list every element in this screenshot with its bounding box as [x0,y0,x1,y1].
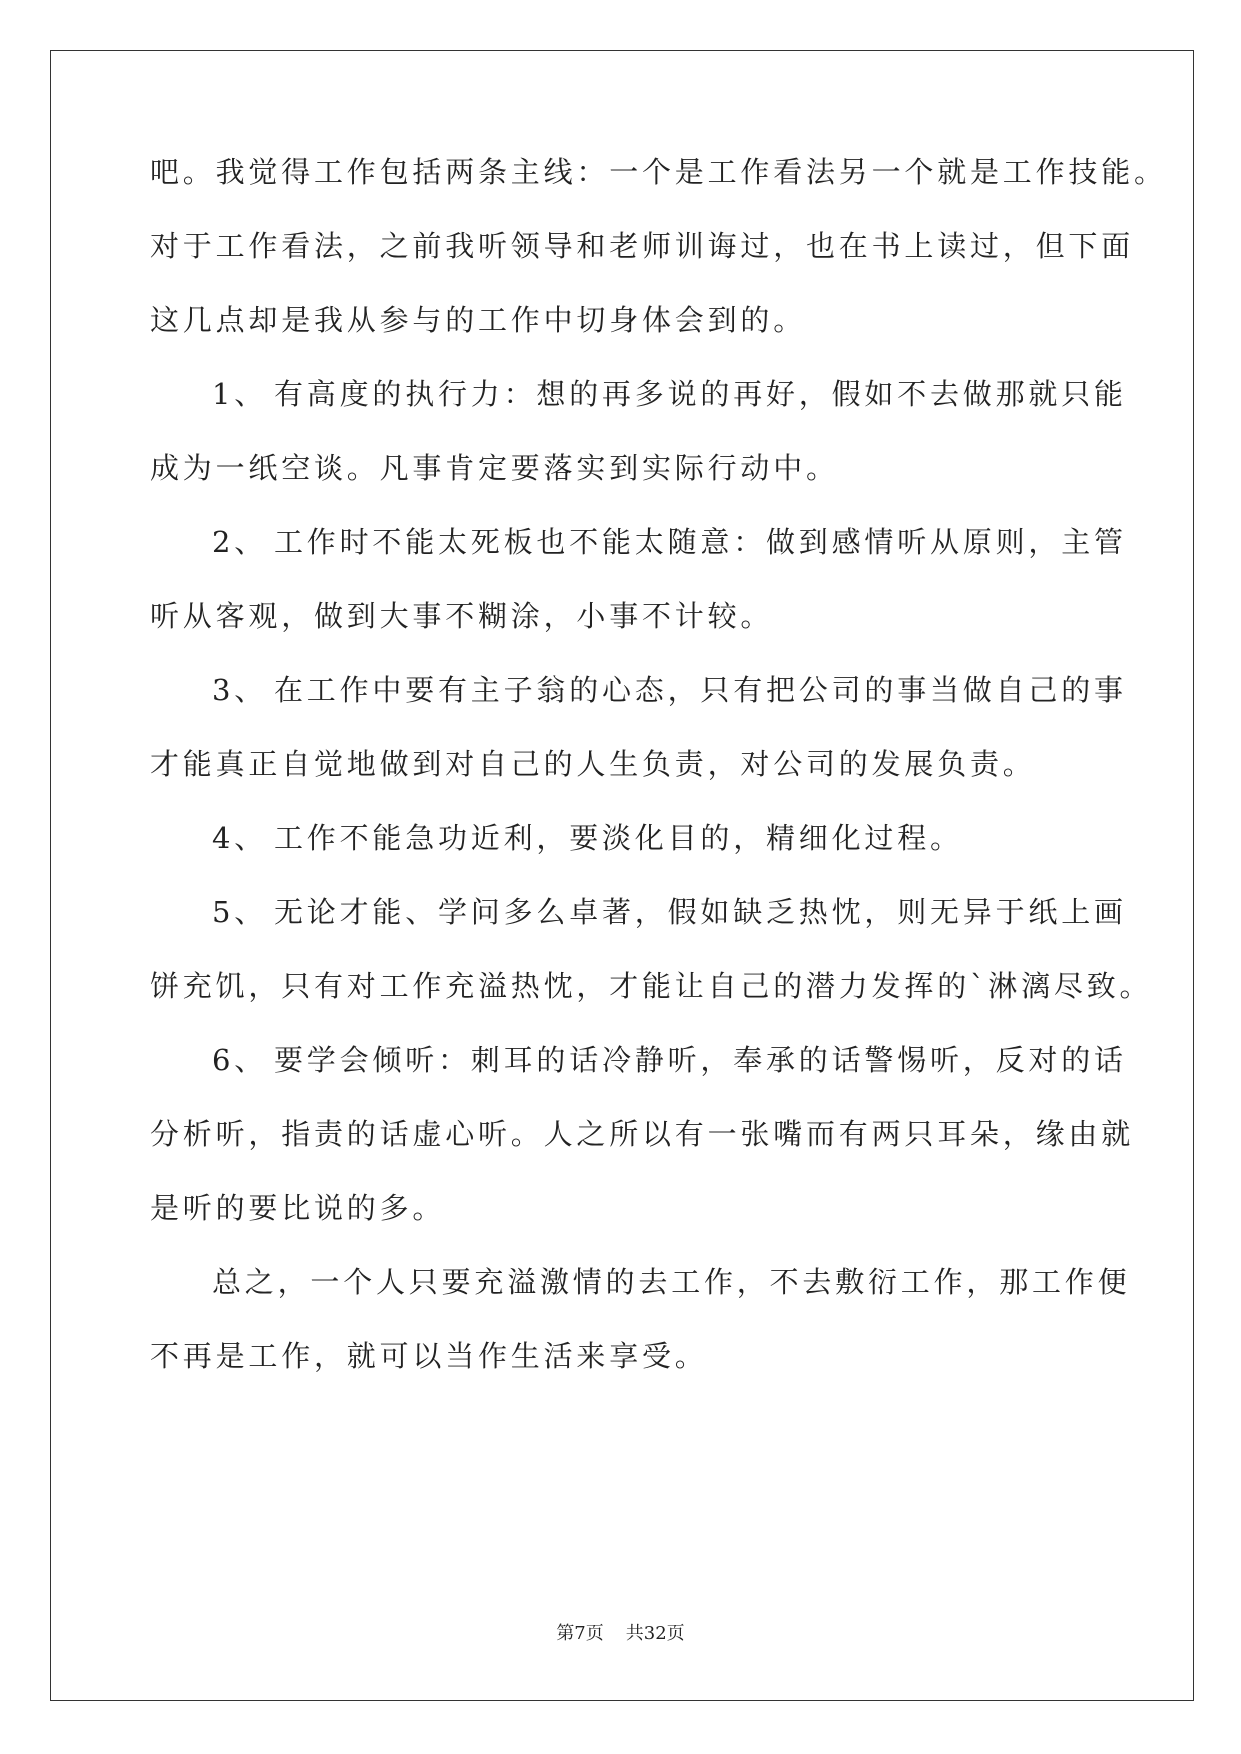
list-item-text: 工作时不能太死板也不能太随意：做到感情听从原则，主管 [274,525,1127,559]
page-total: 共32页 [625,1623,685,1644]
body-line: 才能真正自觉地做到对自己的人生负责，对公司的发展负责。 [150,747,1036,781]
list-item-text: 工作不能急功近利，要淡化目的，精细化过程。 [274,821,963,855]
body-line: 饼充饥，只有对工作充溢热忱，才能让自己的潜力发挥的`淋漓尽致。 [150,969,1153,1003]
list-item-number: 6、 [212,1043,268,1077]
body-line: 成为一纸空谈。凡事肯定要落实到实际行动中。 [150,451,839,485]
body-line: 不再是工作，就可以当作生活来享受。 [150,1339,708,1373]
list-item [212,374,1127,414]
body-line: 吧。我觉得工作包括两条主线：一个是工作看法另一个就是工作技能。 [150,155,1167,189]
body-line: 是听的要比说的多。 [150,1191,446,1225]
list-item-number: 4、 [212,821,268,855]
list-item [212,818,963,858]
body-line: 分析听，指责的话虚心听。人之所以有一张嘴而有两只耳朵，缘由就 [150,1117,1135,1151]
list-item-text: 有高度的执行力：想的再多说的再好，假如不去做那就只能 [274,377,1127,411]
page-frame [50,50,1194,1701]
body-line: 对于工作看法，之前我听领导和老师训诲过，也在书上读过，但下面 [150,229,1135,263]
page-footer [0,1622,1241,1646]
closing-line: 总之，一个人只要充溢激情的去工作，不去敷衍工作，那工作便 [212,1265,1131,1299]
list-item-text: 在工作中要有主子翁的心态，只有把公司的事当做自己的事 [274,673,1127,707]
list-item [212,1040,1127,1080]
list-item [212,670,1127,710]
list-item-text: 无论才能、学问多么卓著，假如缺乏热忱，则无异于纸上画 [274,895,1127,929]
list-item-number: 2、 [212,525,268,559]
list-item [212,522,1127,562]
list-item [212,892,1127,932]
list-item-number: 5、 [212,895,268,929]
page-number: 第7页 [556,1623,604,1644]
list-item-number: 3、 [212,673,268,707]
body-line: 听从客观，做到大事不糊涂，小事不计较。 [150,599,774,633]
list-item-number: 1、 [212,377,268,411]
body-line: 这几点却是我从参与的工作中切身体会到的。 [150,303,807,337]
list-item-text: 要学会倾听：刺耳的话冷静听，奉承的话警惕听，反对的话 [274,1043,1127,1077]
